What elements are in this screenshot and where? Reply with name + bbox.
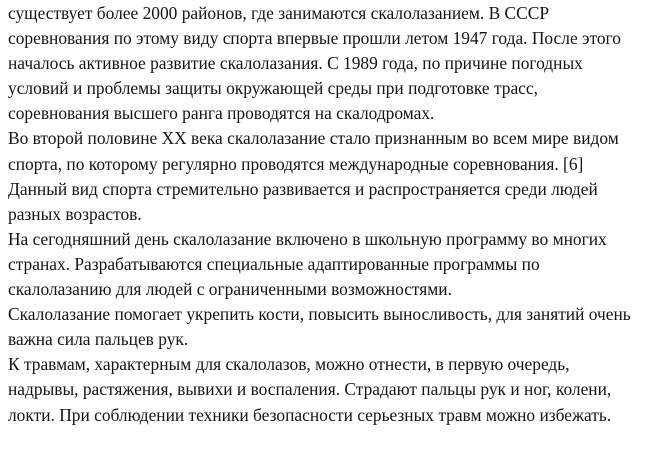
text-line: началось активное развитие скалолазания. С 1989 года, по причине погодных	[8, 53, 583, 74]
text-line: странах. Разрабатываются специальные адаптированные программы по	[8, 253, 540, 274]
text-line: надрывы, растяжения, вывихи и воспаления. Страдают пальцы рук и ног, колени,	[8, 379, 612, 400]
text-line: Данный вид спорта стремительно развивается и распространяется среди людей	[8, 178, 598, 199]
document-text	[8, 1, 663, 428]
text-line: существует более 2000 районов, где занимаются скалолазанием. В СССР	[8, 3, 550, 23]
text-line: соревнования высшего ранга проводятся на скалодромах.	[8, 103, 435, 124]
text-line: спорта, по которому регулярно проводятся международные соревнования. [6]	[8, 153, 584, 174]
text-line: соревнования по этому виду спорта впервые прошли летом 1947 года. После этого	[8, 28, 621, 49]
text-line: локти. При соблюдении техники безопасности серьезных травм можно избежать.	[8, 404, 612, 425]
text-line: Скалолазание помогает укрепить кости, повысить выносливость, для занятий очень	[8, 304, 631, 325]
text-line: разных возрастов.	[8, 203, 142, 224]
text-line: На сегодняшний день скалолазание включено в школьную программу во многих	[8, 228, 607, 249]
text-line: важна сила пальцев рук.	[8, 329, 189, 350]
text-line: условий и проблемы защиты окружающей среды при подготовке трасс,	[8, 78, 538, 99]
text-line: Во второй половине XX века скалолазание стало признанным во всем мире видом	[8, 128, 619, 149]
text-line: скалолазанию для людей с ограниченными возможностями.	[8, 279, 452, 300]
text-line: К травмам, характерным для скалолазов, можно отнести, в первую очередь,	[8, 354, 570, 375]
